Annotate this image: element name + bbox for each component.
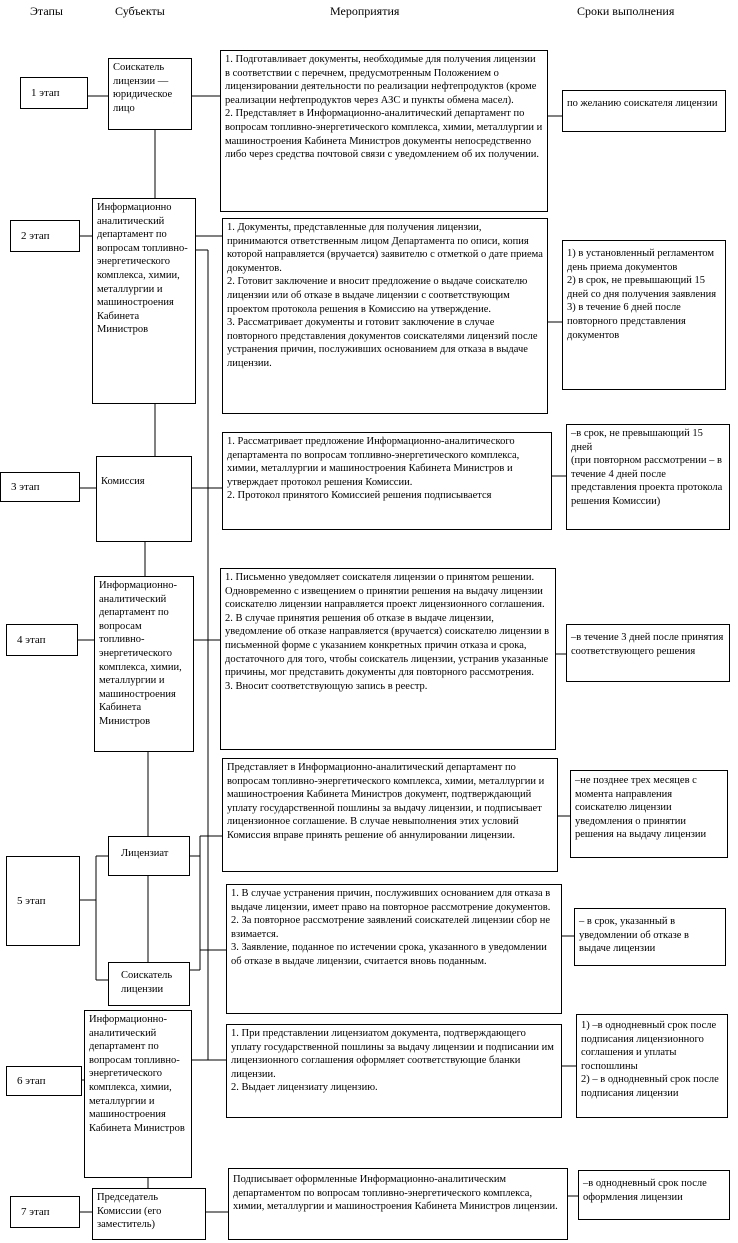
stage-4-label: 4 этап [6,624,78,656]
stage-5-actions-licensee: Представляет в Информационно-аналитический департамент по вопросам топливно-энергетического комплекса, химии, металлургии и машиностроения Кабинета Министров документ, подтверждающий уплату государственной пошлины за выдачу лицензии, и подписывает лицензионное соглашение. В случае невыполнения этих условий Комиссия вправе принять решение об аннулировании лицензии. [222,758,558,872]
stage-5-label: 5 этап [6,856,80,946]
subject-info-analytical-department: Информационно-аналитический департамент по вопросам топливно-энергетического комплекса, химии, металлургии и машиностроения Кабинета Министров [84,1010,192,1178]
subject-commission-chairman: Председатель Комиссии (его заместитель) [92,1188,206,1240]
stage-6-deadline: 1) –в однодневный срок после подписания лицензионного соглашения и уплаты госпошлины 2) – в однодневный срок после подписания лицензии [576,1014,728,1118]
stage-2-label: 2 этап [10,220,80,252]
stage-2-actions: 1. Документы, представленные для получения лицензии, принимаются ответственным лицом Департамента по описи, копия которой направляется (вручается) заявителю с отметкой о дате приема документов. 2. Готовит заключение и вносит предложение о выдаче соискателю лицензии или об отказе в выдаче лицензии с соответствующим проектом протокола решения в Комиссию на утверждение. 3. Рассматривает документы и готовит заключение в случае повторного представления документов соискателями лицензий после устранения причин, послуживших основанием для отказа в выдаче лицензии. [222,218,548,414]
subject-commission: Комиссия [96,456,192,542]
header-deadlines: Сроки выполнения [577,4,675,18]
subject-applicant-legal-entity: Соискатель лицензии — юридическое лицо [108,58,192,130]
header-subjects: Субъекты [115,4,165,18]
stage-1-label: 1 этап [20,77,88,109]
stage-6-actions: 1. При представлении лицензиатом документа, подтверждающего уплату государственной пошлины за выдачу лицензии и подписании им лицензионного соглашения оформляет соответствующие бланки лицензии. 2. Выдает лицензиату лицензию. [226,1024,562,1118]
stage-4-deadline: –в течение 3 дней после принятия соответствующего решения [566,624,730,682]
stage-7-actions: Подписывает оформленные Информационно-аналитическим департаментом по вопросам топливно-энергетического комплекса, химии, металлургии и машиностроения Кабинета Министров лицензии. [228,1168,568,1240]
stage-3-label: 3 этап [0,472,80,502]
stage-5-actions-applicant: 1. В случае устранения причин, послуживших основанием для отказа в выдаче лицензии, имеет право на повторное рассмотрение документов. 2. За повторное рассмотрение заявлений соискателей лицензии сбор не взимается. 3. Заявление, поданное по истечении срока, указанного в уведомлении об отказе в выдаче лицензии, считается вновь поданным. [226,884,562,1014]
stage-3-actions: 1. Рассматривает предложение Информационно-аналитического департамента по вопросам топливно-энергетического комплекса, химии, металлургии и машиностроения Кабинета Министров и утверждает протокол решения Комиссии. 2. Протокол принятого Комиссией решения подписывается [222,432,552,530]
stage-5-deadline-licensee: –не позднее трех месяцев с момента направления соискателю лицензии уведомления о принятии решения на выдачу лицензии [570,770,728,858]
stage-6-label: 6 этап [6,1066,82,1096]
subject-info-analytical-department: Информационно-аналитический департамент по вопросам топливно-энергетического комплекса, химии, металлургии и машиностроения Кабинета Министров [94,576,194,752]
stage-5-deadline-applicant: – в срок, указанный в уведомлении об отказе в выдаче лицензии [574,908,726,966]
header-actions: Мероприятия [330,4,400,18]
subject-license-applicant: Соискатель лицензии [108,962,190,1006]
stage-7-deadline: –в однодневный срок после оформления лицензии [578,1170,730,1220]
header-stages: Этапы [30,4,63,18]
subject-licensee: Лицензиат [108,836,190,876]
stage-1-deadline: по желанию соискателя лицензии [562,90,726,132]
stage-1-actions: 1. Подготавливает документы, необходимые для получения лицензии в соответствии с перечнем, предусмотренным Положением о лицензировании деятельности по реализации нефтепродуктов (кроме реализации нефтепродуктов через АЗС и пункты обмена масел). 2. Представляет в Информационно-аналитический департамент по вопросам топливно-энергетического комплекса, химии, металлургии и машиностроения Кабинета Министров документы непосредственно либо через средства почтовой связи с уведомлением об их получении. [220,50,548,212]
stage-3-deadline: –в срок, не превышающий 15 дней (при повторном рассмотрении – в течение 4 дней после представления проекта протокола решения Комиссии) [566,424,730,530]
stage-2-deadline: 1) в установленный регламентом день приема документов 2) в срок, не превышающий 15 дней со дня получения заявления 3) в течение 6 дней после повторного представления документов [562,240,726,390]
stage-4-actions: 1. Письменно уведомляет соискателя лицензии о принятом решении. Одновременно с извещением о принятии решения на выдачу лицензии соискателю лицензии направляется проект лицензионного соглашения. 2. В случае принятия решения об отказе в выдаче лицензии, уведомление об отказе направляется (вручается) соискателю лицензии в письменной форме с указанием конкретных причин отказа и срока, достаточного для того, чтобы соискатель лицензии, устранив указанные причины, мог представить документы для повторного рассмотрения. 3. Вносит соответствующую запись в реестр. [220,568,556,750]
stage-7-label: 7 этап [10,1196,80,1228]
subject-info-analytical-department: Информационно аналитический департамент по вопросам топливно-энергетического комплекса, химии, металлургии и машиностроения Кабинета Министров [92,198,196,404]
